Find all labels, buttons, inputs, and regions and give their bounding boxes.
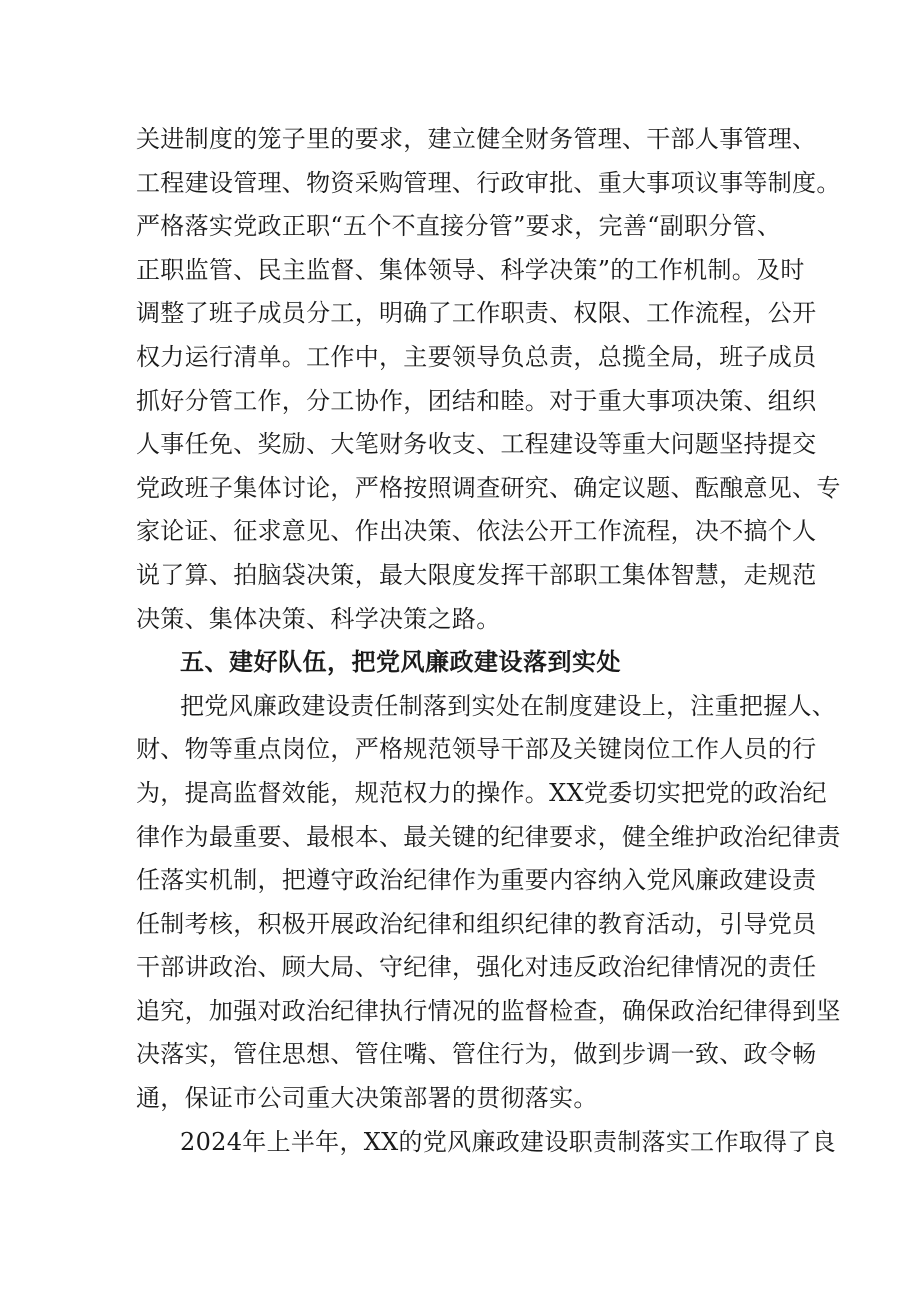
text-line: 为，提高监督效能，规范权力的操作。XX党委切实把党的政治纪 bbox=[136, 778, 827, 807]
text-line: 律作为最重要、最根本、最关键的纪律要求，健全维护政治纪律责 bbox=[136, 822, 841, 851]
text-line: 党政班子集体讨论，严格按照调查研究、确定议题、酝酿意见、专 bbox=[136, 473, 841, 502]
text-line: 追究，加强对政治纪律执行情况的监督检查，确保政治纪律得到坚 bbox=[136, 996, 841, 1025]
text-line: 通，保证市公司重大决策部署的贯彻落实。 bbox=[136, 1084, 598, 1113]
text-line: 关进制度的笼子里的要求，建立健全财务管理、干部人事管理、 bbox=[136, 125, 817, 153]
text-line: 人事任免、奖励、大笔财务收支、工程建设等重大问题坚持提交 bbox=[136, 430, 817, 459]
text-line: 说了算、拍脑袋决策，最大限度发挥干部职工集体智慧，走规范 bbox=[136, 560, 817, 589]
text-line: 任落实机制，把遵守政治纪律作为重要内容纳入党风廉政建设责 bbox=[136, 866, 817, 895]
text-line: 严格落实党政正职“五个不直接分管”要求，完善“副职分管、 bbox=[136, 212, 782, 241]
text-line: 家论证、征求意见、作出决策、依法公开工作流程，决不搞个人 bbox=[136, 517, 817, 546]
section-heading: 五、建好队伍，把党风廉政建设落到实处 bbox=[180, 648, 621, 677]
text-line: 调整了班子成员分工，明确了工作职责、权限、工作流程，公开 bbox=[136, 299, 817, 328]
text-line: 抓好分管工作，分工协作，团结和睦。对于重大事项决策、组织 bbox=[136, 386, 817, 415]
document-body bbox=[136, 118, 841, 1164]
text-line: 正职监管、民主监督、集体领导、科学决策”的工作机制。及时 bbox=[136, 255, 805, 284]
text-line: 任制考核，积极开展政治纪律和组织纪律的教育活动，引导党员 bbox=[136, 909, 817, 938]
text-line: 财、物等重点岗位，严格规范领导干部及关键岗位工作人员的行 bbox=[136, 735, 817, 764]
text-line: 2024年上半年，XX的党风廉政建设职责制落实工作取得了良 bbox=[180, 1127, 836, 1156]
text-line: 决策、集体决策、科学决策之路。 bbox=[136, 604, 501, 633]
text-line: 把党风廉政建设责任制落到实处在制度建设上，注重把握人、 bbox=[180, 691, 837, 720]
text-line: 工程建设管理、物资采购管理、行政审批、重大事项议事等制度。 bbox=[136, 168, 841, 197]
text-line: 决落实，管住思想、管住嘴、管住行为，做到步调一致、政令畅 bbox=[136, 1040, 817, 1069]
text-line: 干部讲政治、顾大局、守纪律，强化对违反政治纪律情况的责任 bbox=[136, 953, 817, 982]
text-line: 权力运行清单。工作中，主要领导负总责，总揽全局，班子成员 bbox=[136, 342, 817, 371]
